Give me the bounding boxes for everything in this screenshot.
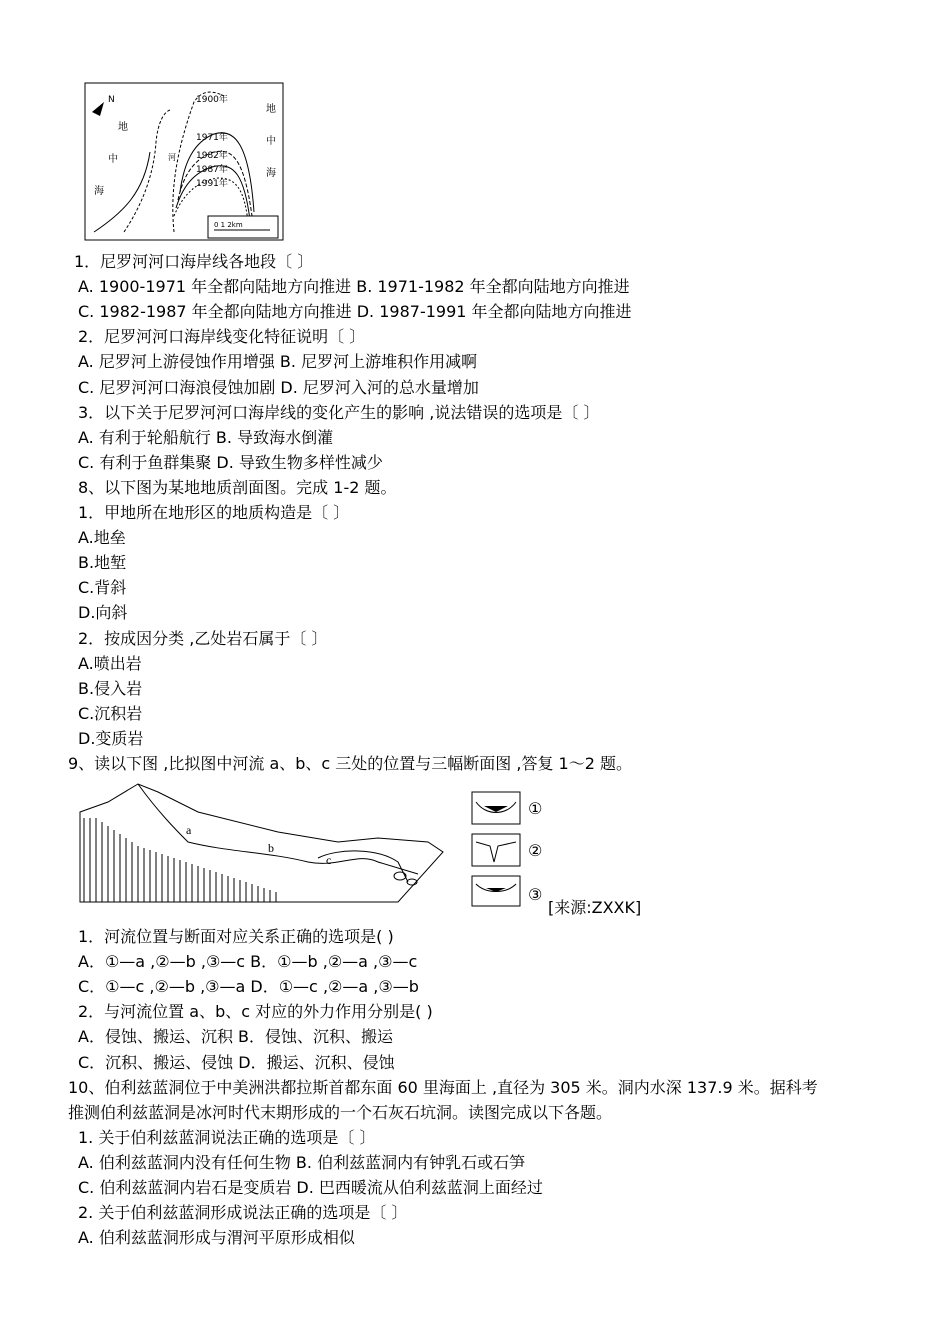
year-label: 1991年 xyxy=(196,179,228,189)
text-line: A.地垒 xyxy=(78,528,126,548)
land-label: 地 xyxy=(118,122,128,133)
river-point-b: b xyxy=(268,841,274,855)
text-line: C. 尼罗河河口海浪侵蚀加剧 D. 尼罗河入河的总水量增加 xyxy=(78,377,479,397)
sea-label-left-2: 海 xyxy=(94,186,104,197)
text-line: A. 尼罗河上游侵蚀作用增强 B. 尼罗河上游堆积作用减啊 xyxy=(78,352,478,372)
text-line: C．①—c ,②—b ,③—a D．①—c ,②—a ,③—b xyxy=(78,977,419,997)
text-line: A．①—a ,②—b ,③—c B．①—b ,②—a ,③—c xyxy=(78,952,418,972)
section-label: ③ xyxy=(528,885,543,904)
text-line: 2．尼罗河河口海岸线变化特征说明〔 〕 xyxy=(78,327,366,347)
sea-label-right-2: 中 xyxy=(266,136,276,147)
text-line: 8、以下图为某地地质剖面图。完成 1-2 题。 xyxy=(78,477,397,497)
text-line: 1．尼罗河河口海岸线各地段〔 〕 xyxy=(74,252,314,271)
text-line: D.变质岩 xyxy=(78,728,144,748)
text-line: 2．按成因分类 ,乙处岩石属于〔 〕 xyxy=(78,628,328,648)
river-mark: 河 xyxy=(168,153,176,162)
text-line: C. 有利于鱼群集聚 D. 导致生物多样性减少 xyxy=(78,452,383,472)
scale-bar-label: 0 1 2km xyxy=(214,221,243,229)
river-point-a: a xyxy=(186,823,192,837)
text-line: 2. 关于伯利兹蓝洞形成说法正确的选项是〔 〕 xyxy=(78,1203,408,1223)
text-line: 1．河流位置与断面对应关系正确的选项是( ) xyxy=(78,927,394,946)
text-line: 1．甲地所在地形区的地质构造是〔 〕 xyxy=(78,503,350,522)
text-line: B.侵入岩 xyxy=(78,678,143,698)
north-label: N xyxy=(108,95,115,105)
text-line: C. 1982-1987 年全都向陆地方向推进 D. 1987-1991 年全都向陆地方向推进 xyxy=(78,302,632,322)
text-line: 10、伯利兹蓝洞位于中美洲洪都拉斯首都东面 60 里海面上 ,直径为 305 米。洞内水深 137.9 米。据科考 xyxy=(68,1077,818,1097)
year-label: 1987年 xyxy=(196,165,228,175)
section-label: ② xyxy=(528,841,543,860)
year-label: 1900年 xyxy=(196,95,228,105)
sea-label-right-3: 海 xyxy=(266,168,276,179)
source-note: [来源:ZXXK] xyxy=(548,898,642,917)
text-line: 推测伯利兹蓝洞是冰河时代末期形成的一个石灰石坑洞。读图完成以下各题。 xyxy=(68,1102,613,1122)
text-line: B.地堑 xyxy=(78,553,127,573)
river-point-c: c xyxy=(326,853,332,867)
text-line: C.背斜 xyxy=(78,578,127,598)
river-block-diagram xyxy=(78,782,448,912)
text-line: C. 伯利兹蓝洞内岩石是变质岩 D. 巴西暖流从伯利兹蓝洞上面经过 xyxy=(78,1178,543,1197)
text-line: A.喷出岩 xyxy=(78,653,142,673)
year-label: 1982年 xyxy=(196,151,228,161)
text-line: A. 有利于轮船航行 B. 导致海水倒灌 xyxy=(78,427,334,447)
sea-label-right-1: 地 xyxy=(266,104,276,115)
text-line: 2．与河流位置 a、b、c 对应的外力作用分别是( ) xyxy=(78,1002,433,1022)
text-line: A. 1900-1971 年全都向陆地方向推进 B. 1971-1982 年全都向陆地方向推进 xyxy=(78,277,630,297)
section-label: ① xyxy=(528,799,543,818)
text-line: A. 伯利兹蓝洞形成与渭河平原形成相似 xyxy=(78,1228,355,1248)
text-line: A. 伯利兹蓝洞内没有任何生物 B. 伯利兹蓝洞内有钟乳石或石笋 xyxy=(78,1152,526,1172)
sea-label-left-1: 中 xyxy=(108,154,118,165)
nile-delta-map xyxy=(84,82,284,242)
text-line: C.沉积岩 xyxy=(78,703,143,723)
text-line: C．沉积、搬运、侵蚀 D．搬运、沉积、侵蚀 xyxy=(78,1052,395,1072)
cross-section-diagrams xyxy=(470,790,552,910)
text-line: 3．以下关于尼罗河河口海岸线的变化产生的影响 ,说法错误的选项是〔 〕 xyxy=(78,402,600,422)
text-line: A．侵蚀、搬运、沉积 B．侵蚀、沉积、搬运 xyxy=(78,1027,394,1047)
year-label: 1971年 xyxy=(196,133,228,143)
text-line: D.向斜 xyxy=(78,603,128,623)
text-line: 1. 关于伯利兹蓝洞说法正确的选项是〔 〕 xyxy=(78,1127,376,1147)
text-line: 9、读以下图 ,比拟图中河流 a、b、c 三处的位置与三幅断面图 ,答复 1～2 题。 xyxy=(68,754,632,773)
